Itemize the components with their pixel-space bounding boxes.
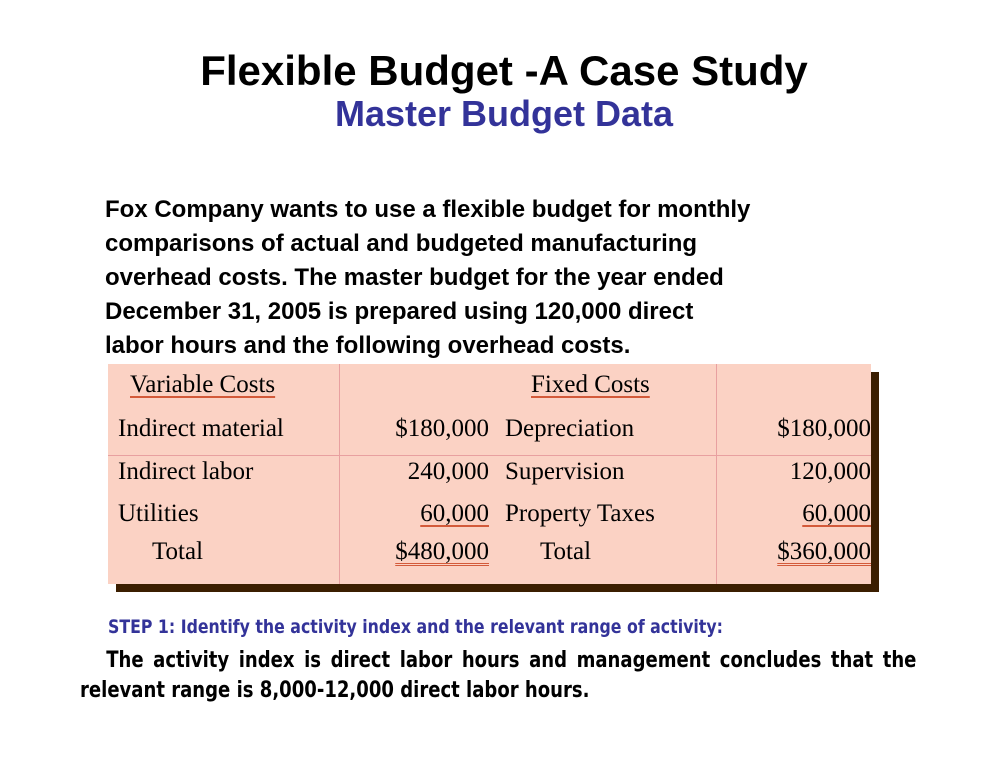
intro-line: labor hours and the following overhead costs. — [105, 332, 631, 359]
overhead-costs-table — [108, 364, 871, 584]
fixed-cost-amount: 120,000 — [789, 458, 871, 485]
intro-line: overhead costs. The master budget for the year ended — [105, 264, 724, 291]
table-divider — [108, 455, 871, 456]
fixed-cost-amount: $180,000 — [777, 415, 871, 442]
fixed-cost-amount: 60,000 — [802, 500, 871, 527]
table-divider — [339, 364, 340, 584]
intro-line: Fox Company wants to use a flexible budget for monthly — [105, 196, 751, 223]
intro-line: December 31, 2005 is prepared using 120,000 direct — [105, 298, 694, 325]
variable-costs-header: Variable Costs — [130, 371, 276, 398]
fixed-cost-label: Property Taxes — [505, 500, 655, 527]
variable-total-amount: $480,000 — [395, 538, 489, 565]
variable-total-label: Total — [152, 538, 204, 565]
variable-cost-amount: $180,000 — [395, 415, 489, 442]
slide-subtitle: Master Budget Data — [334, 93, 674, 134]
table-divider — [716, 364, 717, 584]
variable-cost-amount: 240,000 — [407, 458, 489, 485]
variable-cost-label: Indirect labor — [118, 458, 254, 485]
step-heading: STEP 1: Identify the activity index and the relevant range of activity: — [108, 616, 723, 638]
variable-cost-label: Indirect material — [118, 415, 284, 442]
variable-cost-label: Utilities — [118, 500, 199, 527]
fixed-total-amount: $360,000 — [777, 538, 871, 565]
fixed-total-label: Total — [540, 538, 592, 565]
variable-cost-amount: 60,000 — [420, 500, 489, 527]
fixed-cost-label: Depreciation — [505, 415, 635, 442]
fixed-costs-header: Fixed Costs — [531, 371, 650, 398]
activity-paragraph — [80, 646, 916, 706]
intro-line: comparisons of actual and budgeted manufacturing — [105, 230, 698, 257]
fixed-cost-label: Supervision — [505, 458, 625, 485]
activity-line: The activity index is direct labor hours and management concludes that the — [106, 648, 917, 673]
activity-line: relevant range is 8,000-12,000 direct labor hours. — [80, 678, 590, 703]
intro-paragraph — [105, 193, 905, 363]
slide-title: Flexible Budget -A Case Study — [200, 47, 808, 94]
